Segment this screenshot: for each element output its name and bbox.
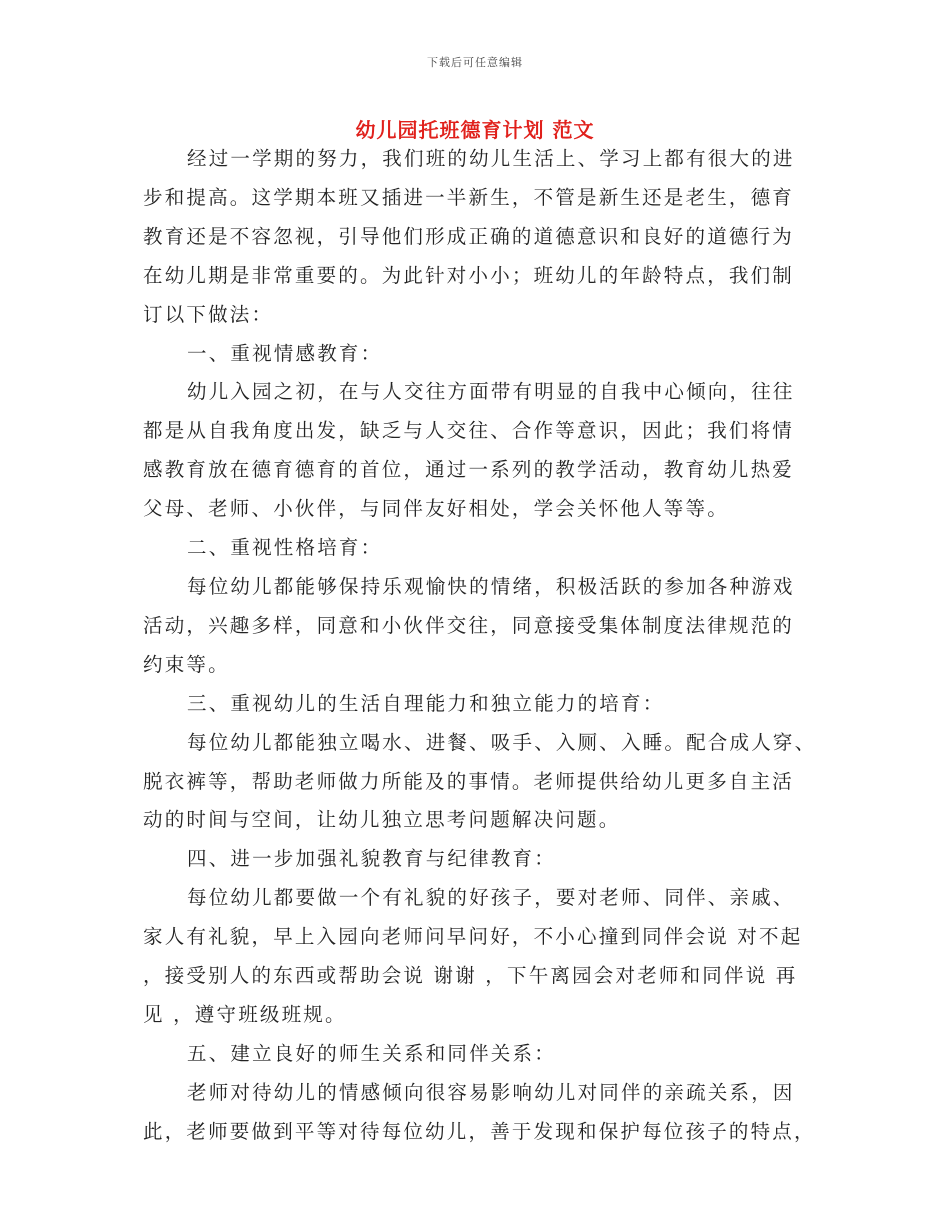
paragraph-line: 一、重视情感教育：	[187, 341, 383, 365]
document-body	[143, 140, 817, 1152]
paragraph-line: 父母、老师、小伙伴，与同伴友好相处，学会关怀他人等等。	[143, 497, 729, 521]
paragraph-line: 动的时间与空间，让幼儿独立思考问题解决问题。	[143, 808, 621, 832]
paragraph-line: 订以下做法：	[143, 302, 274, 326]
paragraph-line: 步和提高。这学期本班又插进一半新生，不管是新生还是老生，德育	[143, 185, 795, 209]
paragraph-line: ，接受别人的东西或帮助会说 谢谢 ，下午离园会对老师和同伴说 再	[143, 964, 798, 988]
paragraph-line: 家人有礼貌，早上入园向老师问早问好，不小心撞到同伴会说 对不起	[143, 925, 803, 949]
paragraph-line: 每位幼儿都能独立喝水、进餐、吸手、入厕、入睡。配合成人穿、	[187, 730, 817, 754]
paragraph-line: 每位幼儿都能够保持乐观愉快的情绪，积极活跃的参加各种游戏	[187, 574, 795, 598]
paragraph-line: 每位幼儿都要做一个有礼貌的好孩子，要对老师、同伴、亲戚、	[187, 886, 795, 910]
paragraph-line: 在幼儿期是非常重要的。为此针对小小；班幼儿的年龄特点，我们制	[143, 263, 795, 287]
paragraph-line: 活动，兴趣多样，同意和小伙伴交往，同意接受集体制度法律规范的	[143, 613, 795, 637]
paragraph-line: 四、进一步加强礼貌教育与纪律教育：	[187, 847, 556, 871]
paragraph-line: 老师对待幼儿的情感倾向很容易影响幼儿对同伴的亲疏关系，因	[187, 1080, 795, 1104]
paragraph-line: 都是从自我角度出发，缺乏与人交往、合作等意识，因此；我们将情	[143, 419, 795, 443]
paragraph-line: 教育还是不容忽视，引导他们形成正确的道德意识和良好的道德行为	[143, 224, 795, 248]
paragraph-line: 二、重视性格培育：	[187, 536, 383, 560]
paragraph-line: 约束等。	[143, 652, 230, 676]
header-note: 下载后可任意编辑	[427, 56, 523, 69]
paragraph-line: 经过一学期的努力，我们班的幼儿生活上、学习上都有很大的进	[187, 147, 795, 170]
paragraph-line: 脱衣裤等，帮助老师做力所能及的事情。老师提供给幼儿更多自主活	[143, 769, 795, 793]
paragraph-line: 感教育放在德育德育的首位，通过一系列的教学活动，教育幼儿热爱	[143, 458, 795, 482]
paragraph-line: 见 ，遵守班级班规。	[143, 1002, 347, 1026]
paragraph-line: 此，老师要做到平等对待每位幼儿，善于发现和保护每位孩子的特点，	[143, 1119, 816, 1143]
paragraph-line: 幼儿入园之初，在与人交往方面带有明显的自我中心倾向，往往	[187, 380, 795, 404]
document-title: 幼儿园托班德育计划 范文	[355, 118, 595, 142]
paragraph-line: 五、建立良好的师生关系和同伴关系：	[187, 1041, 556, 1065]
paragraph-line: 三、重视幼儿的生活自理能力和独立能力的培育：	[187, 691, 665, 715]
